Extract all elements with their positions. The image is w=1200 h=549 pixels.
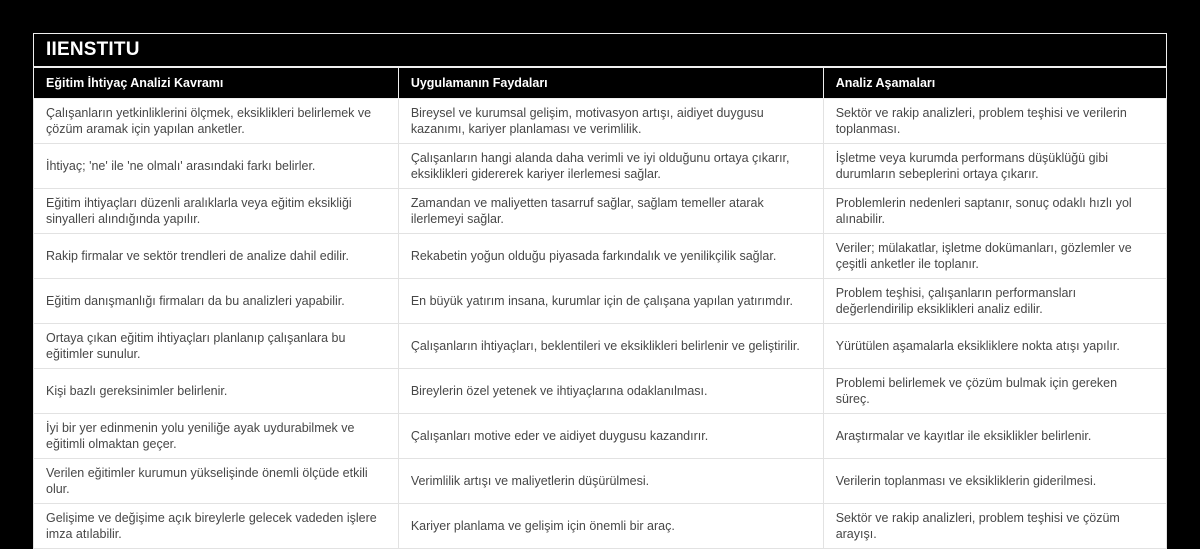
table-cell: Problemlerin nedenleri saptanır, sonuç odaklı hızlı yol alınabilir.	[823, 189, 1166, 234]
table-row	[34, 99, 1167, 144]
table-cell: Problemi belirlemek ve çözüm bulmak için gereken süreç.	[823, 369, 1166, 414]
column-header-benefits: Uygulamanın Faydaları	[398, 68, 823, 99]
table-cell: İşletme veya kurumda performans düşüklüğü gibi durumların sebeplerini ortaya çıkarır.	[823, 144, 1166, 189]
table-cell: Araştırmalar ve kayıtlar ile eksiklikler belirlenir.	[823, 414, 1166, 459]
table-cell: Bireylerin özel yetenek ve ihtiyaçlarına odaklanılması.	[398, 369, 823, 414]
table-cell: Gelişime ve değişime açık bireylerle gelecek vadeden işlere imza atılabilir.	[34, 504, 399, 549]
table-row	[34, 189, 1167, 234]
table-cell: Zamandan ve maliyetten tasarruf sağlar, sağlam temeller atarak ilerlemeyi sağlar.	[398, 189, 823, 234]
table-cell: Kişi bazlı gereksinimler belirlenir.	[34, 369, 399, 414]
table-row	[34, 279, 1167, 324]
table-cell: Kariyer planlama ve gelişim için önemli bir araç.	[398, 504, 823, 549]
content-frame	[33, 33, 1167, 549]
table-cell: Verimlilik artışı ve maliyetlerin düşürülmesi.	[398, 459, 823, 504]
table-header	[34, 68, 1167, 99]
table-row	[34, 324, 1167, 369]
column-header-concept: Eğitim İhtiyaç Analizi Kavramı	[34, 68, 399, 99]
table-body	[34, 99, 1167, 549]
brand-header	[33, 33, 1167, 67]
table-cell: Çalışanların hangi alanda daha verimli ve iyi olduğunu ortaya çıkarır, eksiklikleri gidererek kariyer ilerlemesi sağlar.	[398, 144, 823, 189]
table-cell: Veriler; mülakatlar, işletme dokümanları, gözlemler ve çeşitli anketler ile toplanır.	[823, 234, 1166, 279]
table-row	[34, 369, 1167, 414]
table-cell: Çalışanları motive eder ve aidiyet duygusu kazandırır.	[398, 414, 823, 459]
table-row	[34, 414, 1167, 459]
table-cell: Yürütülen aşamalarla eksikliklere nokta atışı yapılır.	[823, 324, 1166, 369]
table-row	[34, 144, 1167, 189]
table-cell: İhtiyaç; 'ne' ile 'ne olmalı' arasındaki farkı belirler.	[34, 144, 399, 189]
table-cell: Sektör ve rakip analizleri, problem teşhisi ve çözüm arayışı.	[823, 504, 1166, 549]
table-cell: En büyük yatırım insana, kurumlar için de çalışana yapılan yatırımdır.	[398, 279, 823, 324]
table-cell: Ortaya çıkan eğitim ihtiyaçları planlanıp çalışanlara bu eğitimler sunulur.	[34, 324, 399, 369]
table-row	[34, 459, 1167, 504]
table-cell: Verilerin toplanması ve eksikliklerin giderilmesi.	[823, 459, 1166, 504]
column-header-stages: Analiz Aşamaları	[823, 68, 1166, 99]
table-row	[34, 504, 1167, 549]
table-cell: Çalışanların yetkinliklerini ölçmek, eksiklikleri belirlemek ve çözüm aramak için yapılan anketler.	[34, 99, 399, 144]
table-cell: Bireysel ve kurumsal gelişim, motivasyon artışı, aidiyet duygusu kazanımı, kariyer planlaması ve verimlilik.	[398, 99, 823, 144]
table-cell: Rakip firmalar ve sektör trendleri de analize dahil edilir.	[34, 234, 399, 279]
table-cell: Eğitim danışmanlığı firmaları da bu analizleri yapabilir.	[34, 279, 399, 324]
brand-title: IIENSTITU	[46, 39, 140, 60]
header-row	[34, 68, 1167, 99]
table-cell: Rekabetin yoğun olduğu piyasada farkındalık ve yenilikçilik sağlar.	[398, 234, 823, 279]
table-cell: Eğitim ihtiyaçları düzenli aralıklarla veya eğitim eksikliği sinyalleri alındığında yapılır.	[34, 189, 399, 234]
table-cell: Verilen eğitimler kurumun yükselişinde önemli ölçüde etkili olur.	[34, 459, 399, 504]
table-cell: İyi bir yer edinmenin yolu yeniliğe ayak uydurabilmek ve eğitimli olmaktan geçer.	[34, 414, 399, 459]
table-row	[34, 234, 1167, 279]
table-cell: Sektör ve rakip analizleri, problem teşhisi ve verilerin toplanması.	[823, 99, 1166, 144]
analysis-table	[33, 67, 1167, 549]
table-cell: Çalışanların ihtiyaçları, beklentileri ve eksiklikleri belirlenir ve geliştirilir.	[398, 324, 823, 369]
table-cell: Problem teşhisi, çalışanların performansları değerlendirilip eksiklikleri analiz edilir.	[823, 279, 1166, 324]
